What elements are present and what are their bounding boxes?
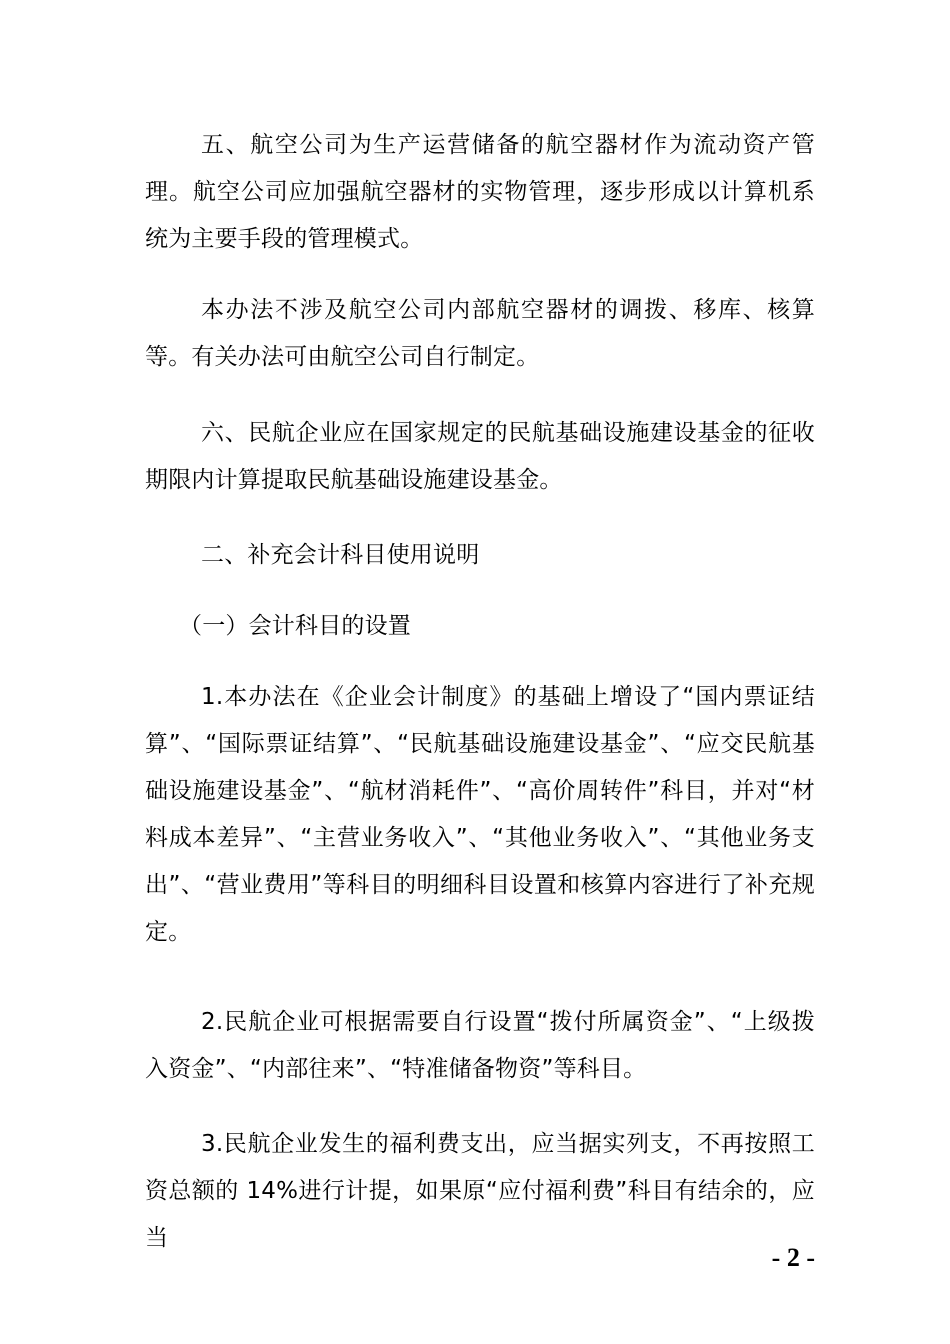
page-number: - 2 - xyxy=(771,1243,815,1272)
subsection-heading-account-setup: （一）会计科目的设置 xyxy=(179,613,411,639)
section-heading-accounts-usage: 二、补充会计科目使用说明 xyxy=(201,542,480,568)
paragraph-infrastructure-fund: 六、民航企业应在国家规定的民航基础设施建设基金的征收期限内计算提取民航基础设施建设基金。 xyxy=(145,420,815,493)
paragraph-scope-note: 本办法不涉及航空公司内部航空器材的调拨、移库、核算等。有关办法可由航空公司自行制定。 xyxy=(145,297,815,370)
paragraph-item-2: 2.民航企业可根据需要自行设置“拨付所属资金”、“上级拨入资金”、“内部往来”、“特准储备物资”等科目。 xyxy=(145,1009,815,1082)
paragraph-aviation-materials: 五、航空公司为生产运营储备的航空器材作为流动资产管理。航空公司应加强航空器材的实物管理，逐步形成以计算机系统为主要手段的管理模式。 xyxy=(145,132,815,252)
paragraph-item-3: 3.民航企业发生的福利费支出，应当据实列支，不再按照工资总额的 14%进行计提，如果原“应付福利费”科目有结余的，应当 xyxy=(145,1131,815,1251)
paragraph-item-1: 1.本办法在《企业会计制度》的基础上增设了“国内票证结算”、“国际票证结算”、“民航基础设施建设基金”、“应交民航基础设施建设基金”、“航材消耗件”、“高价周转件”科目，并对“材料成本差异”、“主营业务收入”、“其他业务收入”、“其他业务支出”、“营业费用”等科目的明细科目设置和核算内容进行了补充规定。 xyxy=(145,684,815,945)
